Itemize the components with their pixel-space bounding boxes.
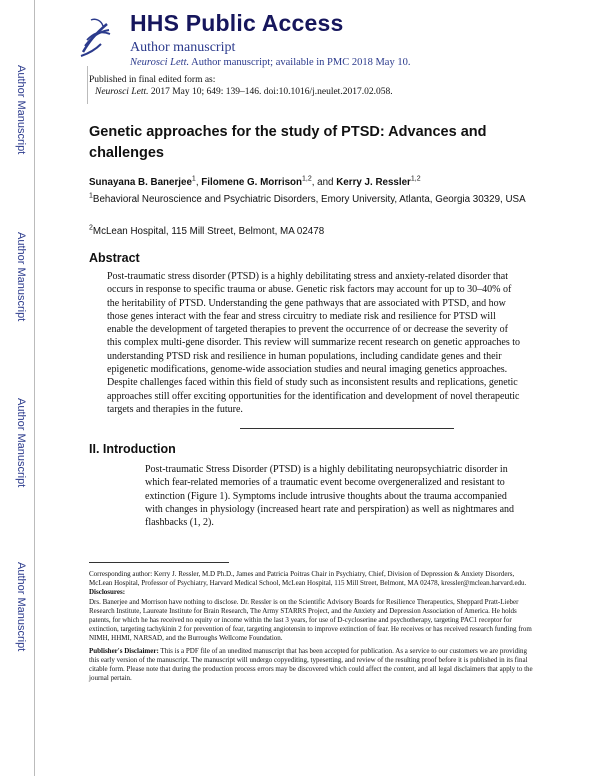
publisher-disclaimer-text: This is a PDF file of an unedited manuscript that has been accepted for publication. As a service to our customers we are providing this early version of the manuscript. The manuscript will undergo copyediting, typesetting, and review of the resulting proof before it is published in its final citable form. Please note that during the production process errors may be discovered which could affect the content, and all legal disclaimers that apply to the journal pertain. xyxy=(89,646,533,683)
sidebar-label: Author Manuscript xyxy=(15,232,27,322)
author-name: Sunayana B. Banerjee xyxy=(89,177,192,188)
article-title: Genetic approaches for the study of PTSD: Advances and challenges xyxy=(89,124,487,161)
hhs-eagle-logo-icon xyxy=(75,12,115,62)
section-divider xyxy=(240,428,454,429)
publisher-disclaimer-heading: Publisher's Disclaimer: xyxy=(89,646,159,655)
introduction-text: Post-traumatic Stress Disorder (PTSD) is a highly debilitating neuropsychiatric disorder in which fear-related memories of a traumatic event become overgeneralized and resistant to extinction (Figure 1). Symptoms include intrusive thoughts about the trauma accompanied with changes in physiology (increased heart rate and perspiration) as well as nightmares and flashbacks (1, 2). xyxy=(145,464,515,529)
affiliation xyxy=(89,193,534,206)
affiliation-text: McLean Hospital, 115 Mill Street, Belmont, MA 02478 xyxy=(92,226,325,237)
sidebar xyxy=(0,0,35,776)
abstract-text: Post-traumatic stress disorder (PTSD) is a highly debilitating stress and anxiety-related disorder that occurs in response to specific trauma or abuse. Genetic risk factors may account for up to 30–40% of the heritability of PTSD. Understanding the gene pathways that are associated with PTSD, and how those genes interact with the fear and stress circuitry to mediate risk and resilience for PTSD will enable the development of targeted therapies to prevent the occurrence of or decrease the severity of this complex multi-gene disorder. This review will summarize recent research on genetic approaches to understanding PTSD risk and resilience in human populations, including candidate genes and their epigenetic modifications, genome-wide association studies and neural imaging genetics approaches. Despite challenges faced within this field of study such as inconsistent results and replications, genetic approaches still offer exciting opportunities for the identification and development of novel therapeutic targets and therapies in the future. xyxy=(107,271,521,415)
journal-availability xyxy=(130,57,410,68)
author-affiliation-mark: 1,2 xyxy=(301,175,312,183)
disclosures-heading: Disclosures: xyxy=(89,588,126,597)
citation-details: 2017 May 10; 649: 139–146. doi:10.1016/j.neulet.2017.02.058. xyxy=(148,87,393,97)
published-label: Published in final edited form as: xyxy=(89,75,216,85)
corresponding-author-note: Corresponding author: Kerry J. Ressler, M.D Ph.D., James and Patricia Poitras Chair in Psychiatry, Chief, Division of Depression & Anxiety Disorders, McLean Hospital, Professor of Psychiatry, Harvard Medical School, McLean Hospital, 115 Mill Street, Belmont, MA 02478, kressler@mclean.harvard.edu. xyxy=(89,570,527,588)
affiliation-number: 2 xyxy=(89,224,93,232)
sidebar-label: Author Manuscript xyxy=(15,398,27,488)
citation-journal: Neurosci Lett. xyxy=(95,87,149,97)
sidebar-label: Author Manuscript xyxy=(15,562,27,652)
author-affiliation-mark: 1 xyxy=(191,175,196,183)
author-separator: , xyxy=(195,177,202,188)
affiliation-text: Behavioral Neuroscience and Psychiatric Disorders, Emory University, Atlanta, Georgia 30329, USA xyxy=(92,194,526,205)
sidebar-label: Author Manuscript xyxy=(15,65,27,155)
affiliation xyxy=(89,226,324,237)
author-name: Filomene G. Morrison xyxy=(201,177,302,188)
publisher-disclaimer xyxy=(89,647,536,684)
disclosures-text: Drs. Banerjee and Morrison have nothing to disclose. Dr. Ressler is on the Scientific Advisory Boards for Resilience Therapeutics, Sheppard Pratt-Lieber Research Institute, Laureate Institute for Brain Research, The Army STARRS Project, and the Anxiety and Depression Association of America. He holds patents, for which he has received no equity or income within the last 3 years, for use of D-cycloserine and psychotherapy, targeting PAC1 receptor for extinction, targeting tachykinin 2 for prevention of fear, targeting angiotensin to improve extinction of fear. He receives or has received research funding from NIMH, HHMI, NARSAD, and the Burroughs Wellcome Foundation. xyxy=(89,597,532,643)
abstract-heading: Abstract xyxy=(89,251,140,265)
author-list xyxy=(89,177,421,188)
author-separator: , and xyxy=(311,177,337,188)
availability-text: Author manuscript; available in PMC 2018 May 10. xyxy=(189,57,411,68)
citation xyxy=(95,87,393,97)
journal-abbrev: Neurosci Lett. xyxy=(130,57,190,68)
footnotes xyxy=(89,570,536,683)
footnote-divider xyxy=(89,562,229,563)
header-subtitle: Author manuscript xyxy=(130,40,236,55)
introduction-heading: II. Introduction xyxy=(89,442,176,456)
author-name: Kerry J. Ressler xyxy=(336,177,411,188)
header-divider xyxy=(87,66,88,104)
affiliation-number: 1 xyxy=(89,192,93,200)
header-title: HHS Public Access xyxy=(130,10,344,36)
author-affiliation-mark: 1,2 xyxy=(410,175,421,183)
